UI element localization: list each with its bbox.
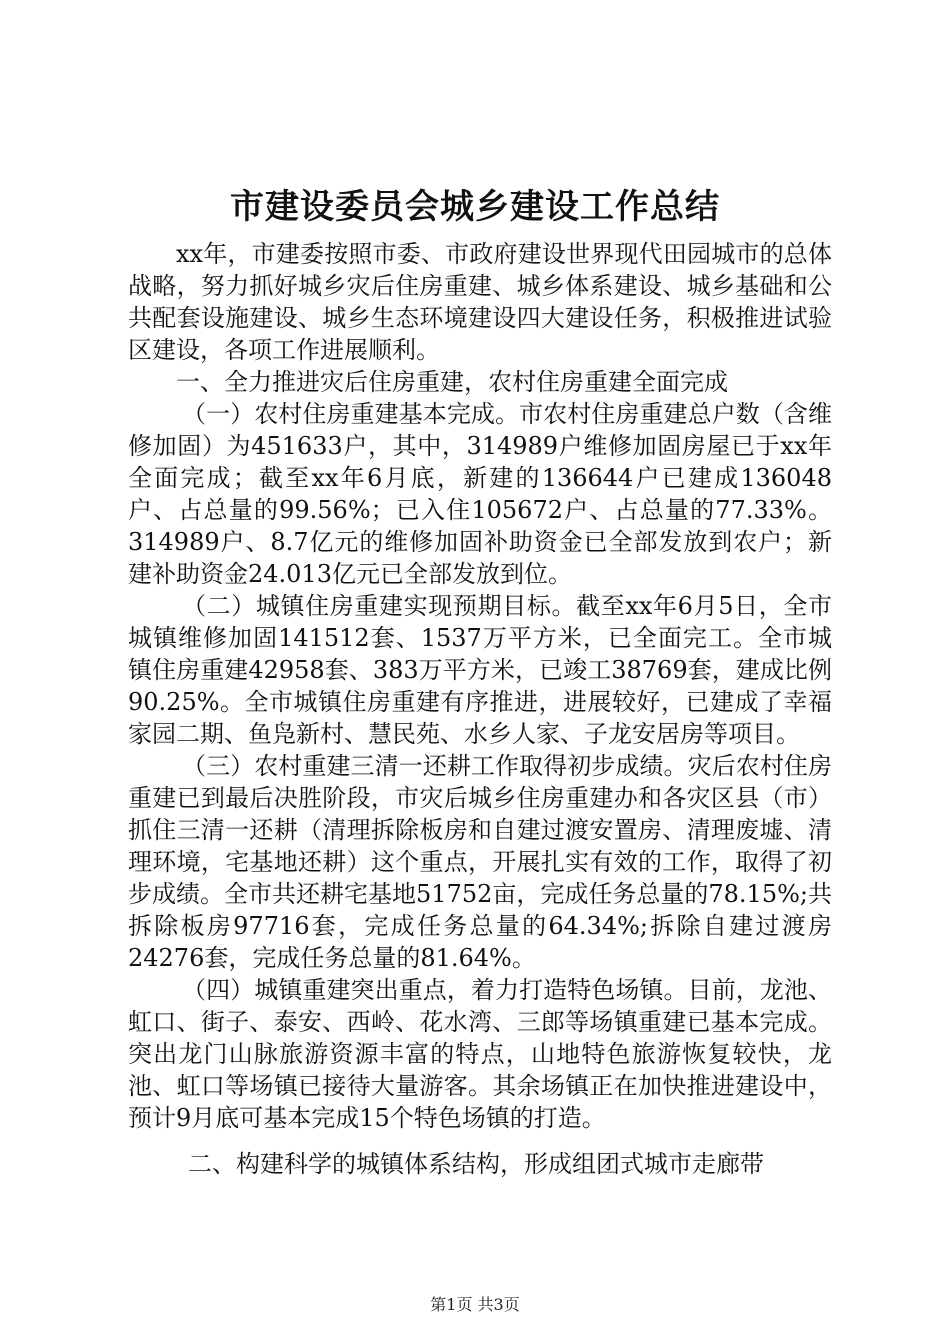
page-number-footer: 第1页 共3页	[430, 1295, 520, 1314]
intro-paragraph: xx年，市建委按照市委、市政府建设世界现代田园城市的总体战略，努力抓好城乡灾后住房重建、城乡体系建设、城乡基础和公共配套设施建设、城乡生态环境建设四大建设任务，积极推进试验区建设，各项工作进展顺利。	[128, 240, 832, 364]
subsection-1-paragraph: （一）农村住房重建基本完成。市农村住房重建总户数（含维修加固）为451633户，其中，314989户维修加固房屋已于xx年全面完成；截至xx年6月底，新建的136644户已建成136048户、占总量的99.56%；已入住105672户、占总量的77.33%。314989户、8.7亿元的维修加固补助资金已全部发放到农户；新建补助资金24.013亿元已全部发放到位。	[128, 400, 832, 588]
document-body	[128, 238, 832, 1134]
section-2-heading: 二、构建科学的城镇体系结构，形成组团式城市走廊带	[188, 1150, 764, 1178]
section-1-heading: 一、全力推进灾后住房重建，农村住房重建全面完成	[176, 368, 728, 396]
subsection-4-paragraph: （四）城镇重建突出重点，着力打造特色场镇。目前，龙池、虹口、街子、泰安、西岭、花水湾、三郎等场镇重建已基本完成。突出龙门山脉旅游资源丰富的特点，山地特色旅游恢复较快，龙池、虹口等场镇已接待大量游客。其余场镇正在加快推进建设中，预计9月底可基本完成15个特色场镇的打造。	[128, 976, 832, 1132]
subsection-3-paragraph: （三）农村重建三清一还耕工作取得初步成绩。灾后农村住房重建已到最后决胜阶段，市灾后城乡住房重建办和各灾区县（市）抓住三清一还耕（清理拆除板房和自建过渡安置房、清理废墟、清理环境，宅基地还耕）这个重点，开展扎实有效的工作，取得了初步成绩。全市共还耕宅基地51752亩，完成任务总量的78.15%;共拆除板房97716套，完成任务总量的64.34%;拆除自建过渡房24276套，完成任务总量的81.64%。	[128, 752, 832, 972]
subsection-2-paragraph: （二）城镇住房重建实现预期目标。截至xx年6月5日，全市城镇维修加固141512套、1537万平方米，已全面完工。全市城镇住房重建42958套、383万平方米，已竣工38769套，建成比例90.25%。全市城镇住房重建有序推进，进展较好，已建成了幸福家园二期、鱼凫新村、慧民苑、水乡人家、子龙安居房等项目。	[128, 592, 832, 748]
document-title: 市建设委员会城乡建设工作总结	[230, 187, 720, 227]
